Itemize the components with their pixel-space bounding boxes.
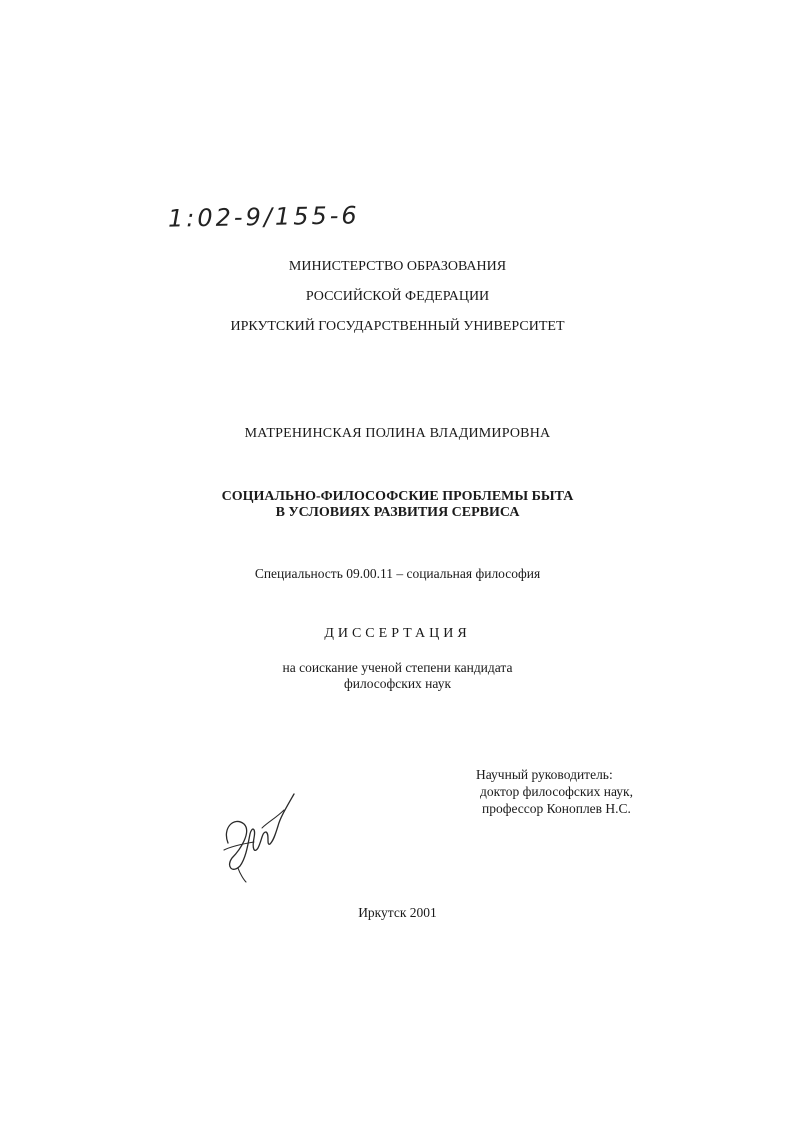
degree-line-2: философских наук: [343, 676, 452, 691]
supervisor-name: профессор Коноплев Н.С.: [482, 801, 631, 816]
degree-line-1: на соискание ученой степени кандидата: [282, 660, 513, 675]
city-year: Иркутск 2001: [358, 905, 437, 920]
document-type: ДИССЕРТАЦИЯ: [324, 626, 471, 641]
specialty: Специальность 09.00.11 – социальная философия: [254, 566, 541, 581]
signature-image: [218, 788, 298, 883]
supervisor-block: [476, 766, 633, 817]
degree-statement: [0, 660, 795, 692]
author-name: МАТРЕНИНСКАЯ ПОЛИНА ВЛАДИМИРОВНА: [244, 426, 551, 441]
supervisor-label: Научный руководитель:: [476, 767, 613, 782]
supervisor-degree: доктор философских наук,: [480, 784, 633, 799]
archive-code: 1:02-9/155-6: [167, 201, 360, 233]
ministry-heading: МИНИСТЕРСТВО ОБРАЗОВАНИЯ: [288, 259, 507, 274]
dissertation-title: [0, 489, 795, 521]
federation-heading: РОССИЙСКОЙ ФЕДЕРАЦИИ: [305, 289, 490, 304]
university-heading: ИРКУТСКИЙ ГОСУДАРСТВЕННЫЙ УНИВЕРСИТЕТ: [230, 319, 565, 334]
title-line-1: СОЦИАЛЬНО-ФИЛОСОФСКИЕ ПРОБЛЕМЫ БЫТА: [221, 489, 574, 504]
title-line-2: В УСЛОВИЯХ РАЗВИТИЯ СЕРВИСА: [275, 505, 520, 520]
